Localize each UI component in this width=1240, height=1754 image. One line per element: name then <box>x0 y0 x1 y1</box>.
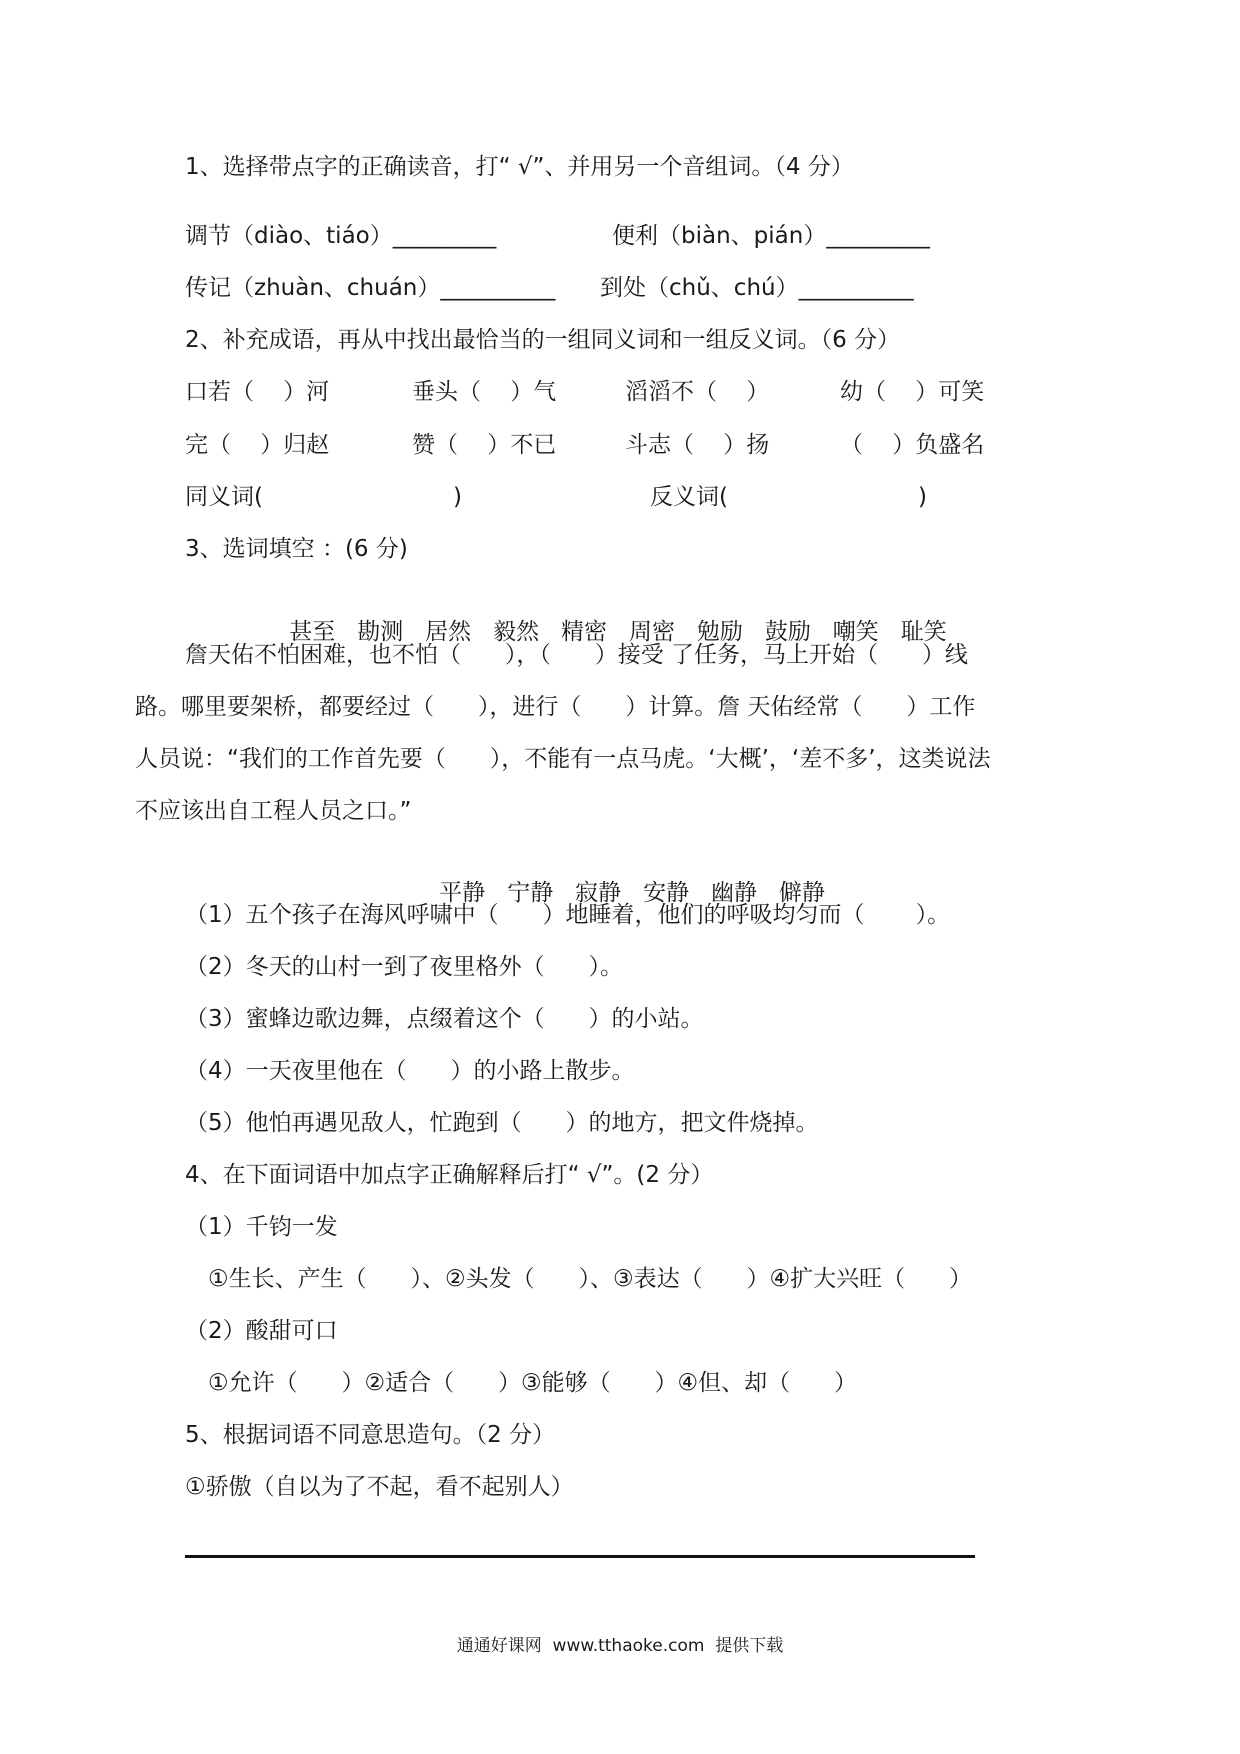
q2-heading: 2、补充成语，再从中找出最恰当的一组同义词和一组反义词。（6 分） <box>185 327 901 353</box>
word-option: 寂静 <box>575 880 622 906</box>
q2-idiom: 垂头（ ）气 <box>412 379 557 405</box>
q2-idiom: 口若（ ）河 <box>185 379 330 405</box>
q1-item-daochu: 到处（chǔ、chú）__________ <box>600 275 914 301</box>
q3-item: （3）蜜蜂边歌边舞，点缀着这个（ ）的小站。 <box>185 1006 704 1032</box>
q3-paragraph-line: 不应该出自工程人员之口。” <box>135 798 412 824</box>
q3-item: （1）五个孩子在海风呼啸中（ ）地睡着，他们的呼吸均匀而（ ）。 <box>185 902 951 928</box>
word-option: 毅然 <box>493 619 540 645</box>
q1-heading: 1、选择带点字的正确读音，打“ √”、并用另一个音组词。（4 分） <box>185 154 854 180</box>
answer-line <box>185 1555 975 1558</box>
q5-heading: 5、根据词语不同意思造句。（2 分） <box>185 1422 556 1448</box>
q3-item: （2）冬天的山村一到了夜里格外（ ）。 <box>185 954 623 980</box>
q3-item: （5）他怕再遇见敌人，忙跑到（ ）的地方，把文件烧掉。 <box>185 1110 819 1136</box>
q2-idiom: 完（ ）归赵 <box>185 432 330 458</box>
q1-item-zhuanji: 传记（zhuàn、chuán）__________ <box>185 275 556 301</box>
q1-item-bianli: 便利（biàn、pián）_________ <box>612 223 930 249</box>
word-option: 甚至 <box>289 619 336 645</box>
q2-idiom: 赞（ ）不已 <box>412 432 557 458</box>
word-option: 僻静 <box>778 880 825 906</box>
q2-idiom: 滔滔不（ ） <box>625 379 770 405</box>
q4-sub1: （1）千钧一发 <box>185 1214 338 1240</box>
q2-synonyms: 同义词( ) <box>185 484 463 510</box>
word-option: 宁静 <box>507 880 554 906</box>
q3-heading: 3、选词填空 ：(6 分) <box>185 536 408 562</box>
word-option: 周密 <box>628 619 675 645</box>
q3-paragraph-line: 路。哪里要架桥，都要经过（ ），进行（ ）计算。詹 天佑经常（ ）工作 <box>135 694 976 720</box>
q3-paragraph-line: 詹天佑不怕困难，也不怕（ ），（ ）接受 了任务，马上开始（ ）线 <box>185 642 968 668</box>
word-option: 平静 <box>439 880 486 906</box>
word-option: 勘测 <box>357 619 404 645</box>
q2-idiom: 幼（ ）可笑 <box>840 379 985 405</box>
word-option: 嘲笑 <box>832 619 879 645</box>
q3-item: （4）一天夜里他在（ ）的小路上散步。 <box>185 1058 635 1084</box>
q5-item1: ①骄傲（自以为了不起，看不起别人） <box>185 1474 574 1500</box>
page-footer: 通通好课网 www.tthaoke.com 提供下载 <box>456 1636 784 1656</box>
q1-item-tiaojie: 调节（diào、tiáo）_________ <box>185 223 497 249</box>
q3-paragraph-line: 人员说：“我们的工作首先要（ ），不能有一点马虎。‘大概’，‘差不多’，这类说法 <box>135 746 991 772</box>
q2-antonyms: 反义词( ) <box>650 484 928 510</box>
q4-sub2: （2）酸甜可口 <box>185 1318 338 1344</box>
q2-idiom: （ ）负盛名 <box>840 432 985 458</box>
word-option: 安静 <box>643 880 690 906</box>
q4-heading: 4、在下面词语中加点字正确解释后打“ √”。(2 分） <box>185 1162 714 1188</box>
q4-sub2-options: ①允许（ ）②适合（ ）③能够（ ）④但、却（ ） <box>208 1370 857 1396</box>
q2-idiom: 斗志（ ）扬 <box>625 432 770 458</box>
q4-sub1-options: ①生长、产生（ ）、②头发（ ）、③表达（ ）④扩大兴旺（ ） <box>208 1266 972 1292</box>
word-option: 耻笑 <box>900 619 947 645</box>
word-option: 精密 <box>561 619 607 645</box>
word-option: 勉励 <box>696 619 743 645</box>
word-option: 鼓励 <box>764 619 811 645</box>
word-option: 居然 <box>425 619 472 645</box>
word-option: 幽静 <box>711 880 757 906</box>
